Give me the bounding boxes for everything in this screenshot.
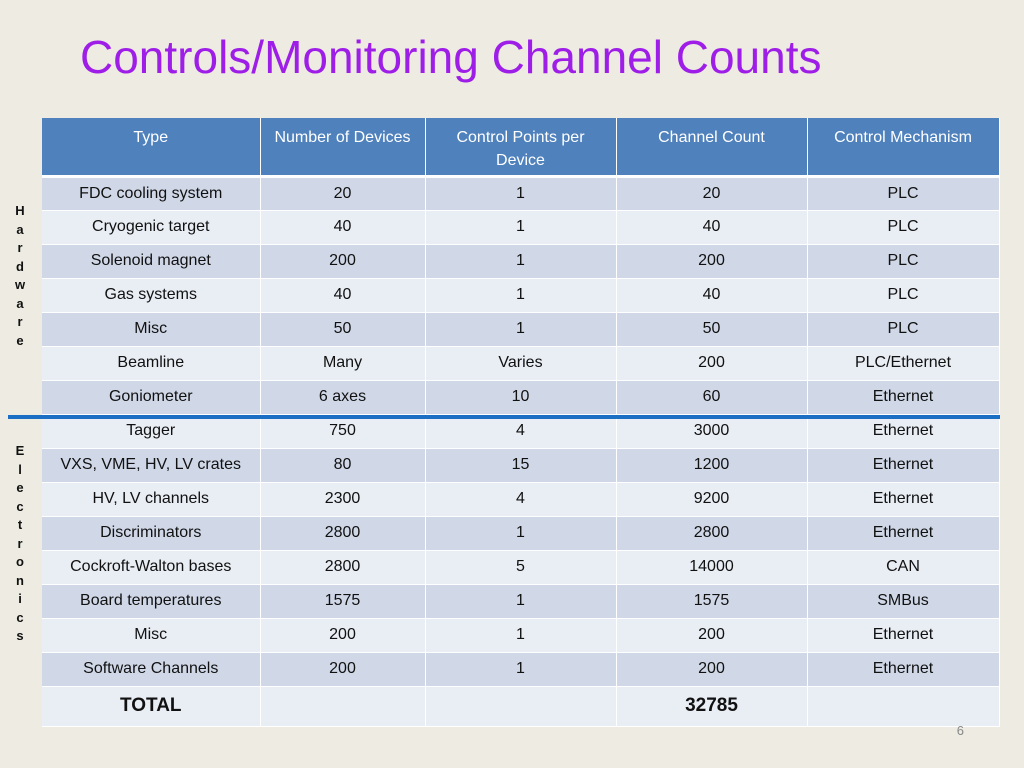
cell-type: Tagger — [42, 414, 260, 448]
cell-type: Cryogenic target — [42, 210, 260, 244]
electronics-letter: c — [16, 609, 24, 625]
cell-control-points: 1 — [425, 618, 616, 652]
table-row — [42, 278, 999, 312]
cell-number-of-devices: 200 — [260, 618, 425, 652]
cell-number-of-devices: 20 — [260, 176, 425, 210]
cell-type: HV, LV channels — [42, 482, 260, 516]
cell-channel-count: 9200 — [616, 482, 807, 516]
cell-control-points: 1 — [425, 176, 616, 210]
cell-control-mechanism: Ethernet — [807, 618, 999, 652]
total-cell-control-mechanism — [807, 686, 999, 726]
cell-control-mechanism: PLC — [807, 176, 999, 210]
electronics-letter: t — [17, 517, 23, 532]
cell-channel-count: 50 — [616, 312, 807, 346]
cell-number-of-devices: 200 — [260, 652, 425, 686]
table-row — [42, 210, 999, 244]
cell-control-points: 1 — [425, 210, 616, 244]
cell-control-points: 1 — [425, 584, 616, 618]
cell-control-points: 15 — [425, 448, 616, 482]
cell-channel-count: 20 — [616, 176, 807, 210]
header-number-of-devices: Number of Devices — [260, 118, 425, 176]
cell-number-of-devices: 200 — [260, 244, 425, 278]
cell-number-of-devices: 40 — [260, 210, 425, 244]
total-row — [42, 686, 999, 726]
cell-control-points: 4 — [425, 482, 616, 516]
table-row — [42, 652, 999, 686]
cell-channel-count: 40 — [616, 278, 807, 312]
table-row — [42, 244, 999, 278]
electronics-letter: i — [18, 591, 22, 606]
table-row — [42, 176, 999, 210]
electronics-letter: e — [16, 480, 24, 495]
cell-type: Board temperatures — [42, 584, 260, 618]
cell-number-of-devices: 6 axes — [260, 380, 425, 414]
hardware-side-label — [10, 202, 30, 350]
cell-control-mechanism: PLC — [807, 312, 999, 346]
cell-type: Solenoid magnet — [42, 244, 260, 278]
cell-channel-count: 1575 — [616, 584, 807, 618]
table-row — [42, 482, 999, 516]
electronics-side-label — [10, 442, 30, 646]
cell-type: Gas systems — [42, 278, 260, 312]
page-number: 6 — [956, 723, 964, 738]
cell-type: Goniometer — [42, 380, 260, 414]
cell-control-mechanism: PLC — [807, 244, 999, 278]
cell-control-mechanism: Ethernet — [807, 448, 999, 482]
cell-number-of-devices: 1575 — [260, 584, 425, 618]
cell-channel-count: 200 — [616, 618, 807, 652]
cell-control-points: 5 — [425, 550, 616, 584]
cell-control-mechanism: PLC/Ethernet — [807, 346, 999, 380]
cell-number-of-devices: 2300 — [260, 482, 425, 516]
hardware-letter: e — [16, 332, 24, 348]
cell-control-points: Varies — [425, 346, 616, 380]
table-row — [42, 346, 999, 380]
table-row — [42, 584, 999, 618]
cell-number-of-devices: 2800 — [260, 550, 425, 584]
cell-type: Misc — [42, 312, 260, 346]
table-row — [42, 414, 999, 448]
hardware-letter: a — [16, 221, 24, 237]
cell-type: Misc — [42, 618, 260, 652]
cell-type: Discriminators — [42, 516, 260, 550]
table-row — [42, 550, 999, 584]
table-row — [42, 312, 999, 346]
cell-control-mechanism: CAN — [807, 550, 999, 584]
cell-number-of-devices: 40 — [260, 278, 425, 312]
cell-control-points: 1 — [425, 244, 616, 278]
total-cell-type: TOTAL — [42, 686, 260, 726]
cell-number-of-devices: Many — [260, 346, 425, 380]
cell-control-mechanism: PLC — [807, 210, 999, 244]
cell-number-of-devices: 80 — [260, 448, 425, 482]
cell-channel-count: 200 — [616, 652, 807, 686]
cell-control-mechanism: Ethernet — [807, 652, 999, 686]
cell-control-mechanism: SMBus — [807, 584, 999, 618]
cell-control-points: 4 — [425, 414, 616, 448]
cell-channel-count: 14000 — [616, 550, 807, 584]
hardware-letter: a — [16, 295, 24, 311]
cell-channel-count: 200 — [616, 244, 807, 278]
electronics-letter: l — [18, 461, 22, 477]
cell-control-mechanism: PLC — [807, 278, 999, 312]
cell-control-mechanism: Ethernet — [807, 414, 999, 448]
hardware-letter: w — [14, 277, 26, 292]
total-cell-control-points — [425, 686, 616, 726]
electronics-letter: o — [16, 554, 24, 569]
cell-control-points: 1 — [425, 516, 616, 550]
header-control-points-per-device: Control Points per Device — [425, 118, 616, 176]
cell-channel-count: 3000 — [616, 414, 807, 448]
hardware-letter: H — [15, 203, 25, 218]
hardware-electronics-divider — [8, 415, 1000, 419]
table-row — [42, 618, 999, 652]
cell-channel-count: 200 — [616, 346, 807, 380]
table-header-row — [42, 118, 999, 176]
header-control-mechanism: Control Mechanism — [807, 118, 999, 176]
cell-channel-count: 60 — [616, 380, 807, 414]
cell-control-points: 1 — [425, 652, 616, 686]
electronics-letter: s — [16, 628, 24, 643]
page-title: Controls/Monitoring Channel Counts — [80, 31, 822, 83]
electronics-letter: r — [17, 535, 23, 551]
total-cell-number-of-devices — [260, 686, 425, 726]
hardware-letter: r — [17, 240, 23, 255]
cell-control-mechanism: Ethernet — [807, 380, 999, 414]
cell-control-points: 1 — [425, 312, 616, 346]
cell-channel-count: 40 — [616, 210, 807, 244]
header-type: Type — [42, 118, 260, 176]
cell-type: Beamline — [42, 346, 260, 380]
electronics-letter: n — [16, 572, 24, 588]
cell-number-of-devices: 2800 — [260, 516, 425, 550]
cell-number-of-devices: 750 — [260, 414, 425, 448]
cell-number-of-devices: 50 — [260, 312, 425, 346]
hardware-letter: d — [16, 258, 24, 274]
electronics-letter: c — [16, 498, 24, 514]
hardware-letter: r — [17, 314, 23, 329]
cell-control-points: 1 — [425, 278, 616, 312]
cell-control-mechanism: Ethernet — [807, 482, 999, 516]
table-row — [42, 380, 999, 414]
cell-type: Software Channels — [42, 652, 260, 686]
table-row — [42, 448, 999, 482]
cell-control-mechanism: Ethernet — [807, 516, 999, 550]
channel-count-table — [42, 118, 1000, 727]
cell-type: VXS, VME, HV, LV crates — [42, 448, 260, 482]
cell-type: Cockroft-Walton bases — [42, 550, 260, 584]
total-cell-channel-count: 32785 — [616, 686, 807, 726]
table-row — [42, 516, 999, 550]
cell-type: FDC cooling system — [42, 176, 260, 210]
cell-channel-count: 1200 — [616, 448, 807, 482]
cell-control-points: 10 — [425, 380, 616, 414]
header-channel-count: Channel Count — [616, 118, 807, 176]
cell-channel-count: 2800 — [616, 516, 807, 550]
electronics-letter: E — [15, 443, 25, 458]
